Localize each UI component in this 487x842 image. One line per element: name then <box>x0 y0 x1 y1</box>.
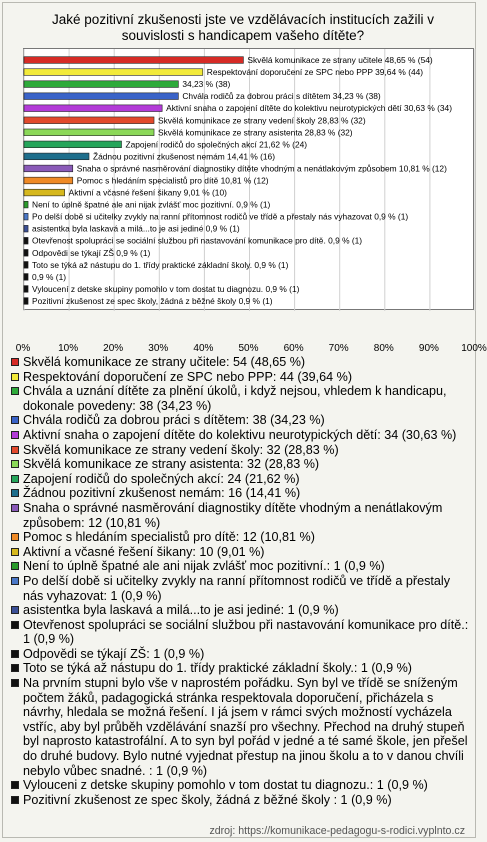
bar <box>24 141 122 148</box>
source-credit: zdroj: https://komunikace-pedagogu-s-rodici.vyplnto.cz <box>209 825 465 837</box>
bar <box>24 249 28 256</box>
bar <box>24 189 65 196</box>
bar-label: Žádnou pozitivní zkušenost nemám 14,41 % (16) <box>92 151 276 162</box>
legend-label: Není to úplně špatné ale ani nijak zvlášť moc pozitivní.: 1 (0,9 %) <box>23 559 385 574</box>
bar-label: Chvála rodičů za dobrou práci s dítětem 34,23 % (38) <box>182 91 381 102</box>
legend-swatch <box>11 577 19 585</box>
legend-label: Chvála rodičů za dobrou práci s dítětem: 38 (34,23 %) <box>23 413 325 428</box>
legend-item <box>11 574 473 603</box>
legend-swatch <box>11 548 19 556</box>
x-tick-label: 30% <box>148 343 169 354</box>
bar <box>24 262 28 269</box>
bar <box>24 117 154 124</box>
legend-item <box>11 793 473 808</box>
bar-label: 34,23 % (38) <box>182 79 231 90</box>
legend-item <box>11 370 473 385</box>
legend-swatch <box>11 475 19 483</box>
legend-label: Toto se týká až nástupu do 1. třídy praktické základní školy.: 1 (0,9 %) <box>23 661 412 676</box>
bar-label: Skvělá komunikace ze strany asistenta 28,83 % (32) <box>158 127 353 138</box>
bar-label: Vyloucení z detske skupiny pomohlo v tom dostat tu diagnozu. 0,9 % (1) <box>32 283 300 294</box>
legend-label: Pomoc s hledáním specialistů pro dítě: 12 (10,81 %) <box>23 530 315 545</box>
legend-item <box>11 778 473 793</box>
x-tick-label: 90% <box>418 343 439 354</box>
bar <box>24 81 178 88</box>
legend-label: Žádnou pozitivní zkušenost nemám: 16 (14,41 %) <box>23 486 301 501</box>
bar-label: Pozitivní zkušenost ze spec školy, žádná z běžné školy 0,9 % (1) <box>32 295 273 306</box>
bar-label: Není to úplně špatné ale ani nijak zvlášť moc pozitivní. 0,9 % (1) <box>32 199 271 210</box>
x-tick-label: 70% <box>328 343 349 354</box>
x-tick-label: 80% <box>373 343 394 354</box>
bar <box>24 286 28 293</box>
bar <box>24 213 28 220</box>
legend-swatch <box>11 387 19 395</box>
bar-label: Po delší době si učitelky zvykly na ranní přítomnost rodičů ve třídě a přestaly nás vyhazovat 0,9 % (1) <box>32 211 409 222</box>
legend-swatch <box>11 446 19 454</box>
legend-item <box>11 661 473 676</box>
legend-item <box>11 530 473 545</box>
bar <box>24 274 28 281</box>
legend-label: Otevřenost spolupráci se sociální službou při nastavování komunikace pro dítě.: 1 (0,9 %) <box>23 617 472 647</box>
bar <box>24 69 203 76</box>
chart-title: Jaké pozitivní zkušenosti jste ve vzdělávacích institucích zažili v souvislosti s handicapem vašeho dítěte? <box>52 12 434 43</box>
x-tick-label: 20% <box>103 343 124 354</box>
legend-swatch <box>11 562 19 570</box>
x-tick-label: 50% <box>238 343 259 354</box>
legend-item <box>11 647 473 662</box>
legend-item <box>11 428 473 443</box>
legend-swatch <box>11 650 19 658</box>
legend-item <box>11 545 473 560</box>
legend-label: Vylouceni z detske skupiny pomohlo v tom dostat tu diagnozu.: 1 (0,9 %) <box>23 778 428 793</box>
legend-label: Skvělá komunikace ze strany učitele: 54 (48,65 %) <box>23 355 306 369</box>
legend-item <box>11 355 473 370</box>
legend-swatch <box>11 606 19 614</box>
bar-label: Skvělá komunikace ze strany učitele 48,65 % (54) <box>247 55 433 66</box>
legend-label: Na prvním stupni bylo vše v naprostém pořádku. Syn byl ve třídě se sníženým počtem žáků, padagogická stránka respektovala doporučení, přicházela s návrhy, hledala se možná řešení. I já jsem v rámci svých možností vycházela vstříc, aby byl průběh vzdělávání snazší pro všechny. Přechod na druhý stupeň byl naprosto katastrofální. A to syn byl pořád v jedné a té samé škole, jen přešel do druhé budovy. Bylo nutné vyjednat přestup na jinou školu a to v danou chvíli nebylo vůbec snadné. : 1 (0,9 %) <box>23 676 472 778</box>
legend-item <box>11 676 473 778</box>
legend-swatch <box>11 431 19 439</box>
x-tick-label: 0% <box>15 343 31 354</box>
bar-chart-svg <box>24 49 475 311</box>
legend-item <box>11 457 473 472</box>
bar <box>24 298 28 305</box>
bar-label: Otevřenost spolupráci se sociální službou při nastavování komunikace pro dítě. 0,9 % (1) <box>32 235 363 246</box>
bar-label: Pomoc s hledáním specialistů pro dítě 10,81 % (12) <box>76 175 269 186</box>
legend-item <box>11 501 473 530</box>
legend-swatch <box>11 373 19 381</box>
legend-swatch <box>11 621 19 629</box>
legend-item <box>11 618 473 647</box>
legend-label: Aktivní a včasné řešení šikany: 10 (9,01 %) <box>23 544 265 559</box>
bar-label: Aktivní snaha o zapojení dítěte do kolektivu neurotypických dětí 30,63 % (34) <box>166 103 453 114</box>
x-tick-label: 40% <box>193 343 214 354</box>
x-tick-label: 60% <box>283 343 304 354</box>
x-tick-label: 10% <box>58 343 79 354</box>
legend-swatch <box>11 533 19 541</box>
bar <box>24 57 243 64</box>
legend-swatch <box>11 664 19 672</box>
legend <box>11 355 473 807</box>
legend-swatch <box>11 679 19 687</box>
x-tick-label: 100% <box>461 343 487 354</box>
chart-frame <box>2 2 487 838</box>
bar <box>24 237 28 244</box>
legend-item <box>11 472 473 487</box>
bar-label: Zapojení rodičů do společných akcí 21,62 % (24) <box>125 139 308 150</box>
legend-label: Chvála a uznání dítěte za plnění úkolů, i když nejsou, vhledem k handicapu, dokonale povedeny: 38 (34,23 %) <box>23 384 451 413</box>
legend-swatch <box>11 504 19 512</box>
legend-label: Pozitivní zkušenost ze spec školy, žádná z běžné školy : 1 (0,9 %) <box>23 792 392 807</box>
bar-label: Toto se týká až nástupu do 1. třídy praktické základní školy. 0,9 % (1) <box>32 259 289 270</box>
legend-item <box>11 486 473 501</box>
legend-label: Zapojení rodičů do společných akcí: 24 (21,62 %) <box>23 471 300 486</box>
legend-swatch <box>11 460 19 468</box>
legend-label: Po delší době si učitelky zvykly na ranní přítomnost rodičů ve třídě a přestaly nás vyhazovat: 1 (0,9 %) <box>23 573 454 603</box>
bar-label: Odpovědi se týkají ZŠ 0,9 % (1) <box>32 247 151 258</box>
legend-swatch <box>11 489 19 497</box>
legend-item <box>11 443 473 458</box>
bar <box>24 153 89 160</box>
legend-label: Skvělá komunikace ze strany asistenta: 32 (28,83 %) <box>23 457 320 472</box>
bar <box>24 105 162 112</box>
plot-area <box>23 48 474 310</box>
bar <box>24 129 154 136</box>
legend-swatch <box>11 796 19 804</box>
bar <box>24 225 28 232</box>
bar <box>24 177 73 184</box>
legend-item <box>11 559 473 574</box>
bar-label: Respektování doporučení ze SPC nebo PPP 39,64 % (44) <box>206 67 424 78</box>
legend-label: Snaha o správné nasměrování diagnostiky dítěte vhodným a nenátlakovým způsobem: 12 (10,81 %) <box>23 500 446 530</box>
bar-label: 0,9 % (1) <box>32 271 67 282</box>
legend-label: Aktivní snaha o zapojení dítěte do kolektivu neurotypických dětí: 34 (30,63 %) <box>23 427 457 442</box>
legend-label: Respektování doporučení ze SPC nebo PPP: 44 (39,64 %) <box>23 369 353 384</box>
bar <box>24 165 73 172</box>
bar-label: Aktivní a včasné řešení šikany 9,01 % (10) <box>68 187 227 198</box>
bar-label: asistentka byla laskavá a milá...to je asi jediné 0,9 % (1) <box>32 223 240 234</box>
legend-item <box>11 384 473 413</box>
legend-item <box>11 603 473 618</box>
bar-label: Skvělá komunikace ze strany vedení školy 28,83 % (32) <box>158 115 366 126</box>
legend-label: Skvělá komunikace ze strany vedení školy: 32 (28,83 %) <box>23 442 339 457</box>
legend-swatch <box>11 781 19 789</box>
legend-swatch <box>11 416 19 424</box>
legend-item <box>11 413 473 428</box>
bar <box>24 201 28 208</box>
legend-label: Odpovědi se týkají ZŠ: 1 (0,9 %) <box>23 646 205 661</box>
bar-label: Snaha o správné nasměrování diagnostiky dítěte vhodným a nenátlakovým způsobem 10,81 % (12) <box>76 163 447 174</box>
legend-label: asistentka byla laskavá a milá...to je asi jediné: 1 (0,9 %) <box>23 603 339 618</box>
legend-swatch <box>11 358 19 366</box>
bar <box>24 93 178 100</box>
